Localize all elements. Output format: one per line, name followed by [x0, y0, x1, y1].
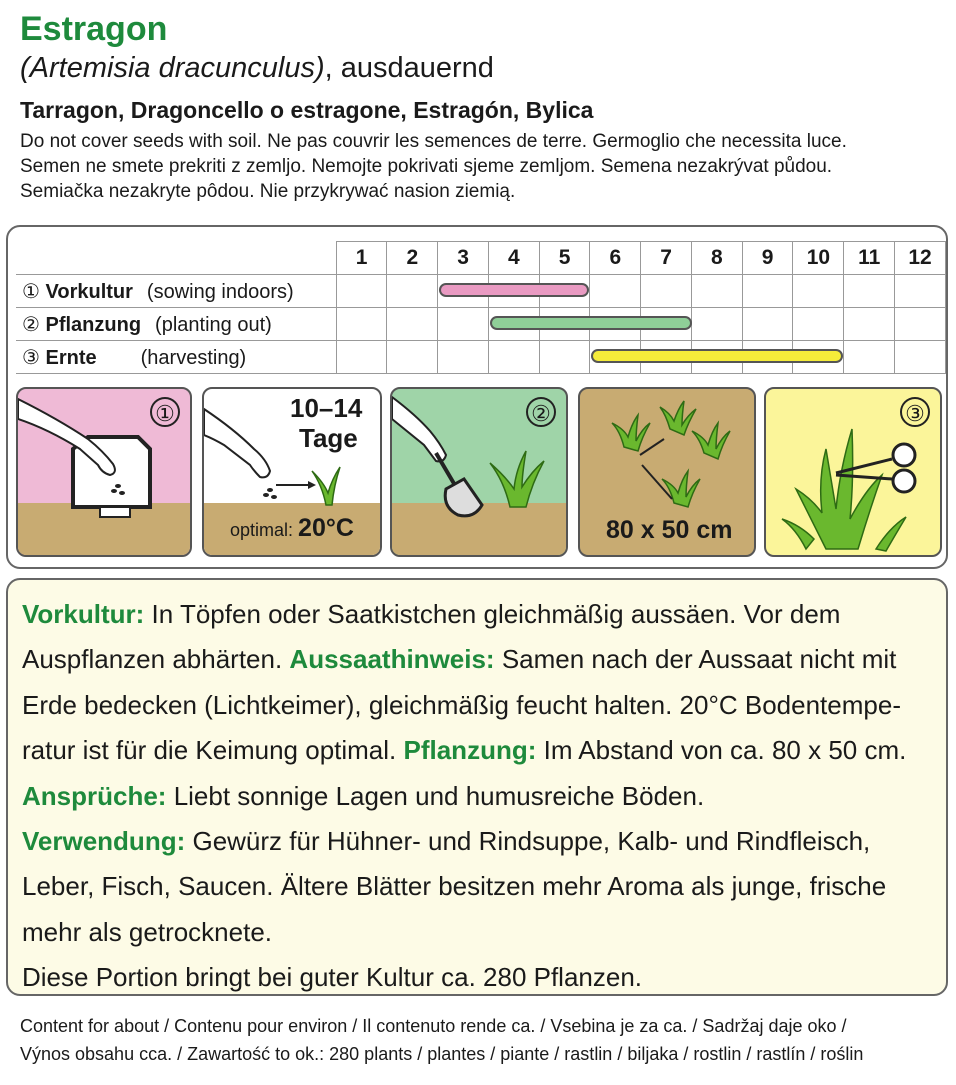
- month-7: 7: [641, 242, 692, 275]
- sowing-calendar: [16, 241, 946, 374]
- panel-sowing: [16, 387, 192, 557]
- row-english: (sowing indoors): [146, 280, 294, 303]
- latin-name: (Artemisia dracunculus): [20, 52, 325, 84]
- month-5: 5: [539, 242, 590, 275]
- row-name: Pflanzung: [45, 313, 142, 336]
- month-9: 9: [742, 242, 793, 275]
- panel-harvest: [764, 387, 942, 557]
- row-label: [16, 275, 336, 308]
- text-vorkultur: In Töpfen oder Saatkistchen gleichmäßig aussäen. Vor dem Auspflanzen abhärten.: [22, 599, 841, 675]
- text-ansprueche: Liebt sonnige Lagen und humusreiche Böden.: [166, 780, 705, 811]
- row-marker: ②: [22, 313, 40, 336]
- row-name: Vorkultur: [45, 280, 133, 303]
- row-english: (harvesting): [140, 346, 247, 369]
- optimal-label: optimal:: [230, 520, 294, 540]
- step-3-marker: ③: [900, 397, 930, 427]
- label-pflanzung: Pflanzung:: [403, 735, 537, 766]
- footer-line: Výnos obsahu cca. / Zawartość to ok.: 280 plants / plantes / piante / rastlin / biljaka / rostlin / rastlín / roślin: [20, 1044, 864, 1064]
- row-english: (planting out): [155, 313, 272, 336]
- footer-line: Content for about / Contenu pour environ / Il contenuto rende ca. / Vsebina je za ca. / Sadržaj daje oko /: [20, 1016, 847, 1036]
- calendar-row-pflanzung: [16, 308, 946, 341]
- month-10: 10: [793, 242, 844, 275]
- panel-planting: [390, 387, 568, 557]
- spacing-value: 80 x 50 cm: [606, 516, 733, 544]
- calendar-header-row: [16, 242, 946, 275]
- month-8: 8: [691, 242, 742, 275]
- text-aussaathinweis: Samen nach der Aussaat nicht mit Erde bedecken (Lichtkeimer), gleichmäßig feucht halten. 20°C Bodentempe-ratur ist für die Keimung optimal.: [22, 644, 901, 766]
- panel-germination: [202, 387, 382, 557]
- calendar-row-ernte: [16, 341, 946, 374]
- month-6: 6: [590, 242, 641, 275]
- note-line: Do not cover seeds with soil. Ne pas couvrir les semences de terre. Germoglio che necessita luce.: [20, 131, 847, 152]
- calendar-box: [6, 225, 948, 569]
- product-title: Estragon: [20, 10, 168, 48]
- calendar-corner: [16, 242, 336, 275]
- label-vorkultur: Vorkultur:: [22, 599, 145, 629]
- note-line: Semiačka nezakryte pôdou. Nie przykrywać nasion ziemią.: [20, 181, 516, 202]
- latin-name-line: [20, 52, 494, 85]
- text-portion: Diese Portion bringt bei guter Kultur ca. 280 Pflanzen.: [22, 962, 643, 993]
- optimal-temp: [230, 514, 354, 543]
- label-aussaathinweis: Aussaathinweis:: [289, 644, 495, 675]
- germination-days: 10–14: [290, 393, 363, 423]
- label-ansprueche: Ansprüche:: [22, 780, 167, 811]
- row-marker: ①: [22, 280, 40, 303]
- text-verwendung: Gewürz für Hühner- und Rindsuppe, Kalb- und Rindfleisch, Leber, Fisch, Saucen. Ältere Blätter besitzen mehr Aroma als junge, frische mehr als getrocknete.: [22, 826, 887, 947]
- row-marker: ③: [22, 346, 40, 369]
- latin-suffix: , ausdauernd: [324, 52, 494, 84]
- month-12: 12: [895, 242, 946, 275]
- row-label: [16, 341, 336, 374]
- text-pflanzung: Im Abstand von ca. 80 x 50 cm.: [536, 735, 907, 766]
- month-1: 1: [336, 242, 387, 275]
- month-11: 11: [844, 242, 895, 275]
- month-4: 4: [488, 242, 539, 275]
- instructions-box: [6, 578, 948, 996]
- calendar-bar-pflanzung: [490, 316, 692, 330]
- panel-spacing: [578, 387, 756, 557]
- note-line: Semen ne smete prekriti z zemljo. Nemojte pokrivati sjeme zemljom. Semena nezakrývat půdou.: [20, 156, 833, 177]
- step-1-marker: ①: [150, 397, 180, 427]
- step-2-marker: ②: [526, 397, 556, 427]
- instructions-text: [22, 592, 938, 1001]
- germination-unit: Tage: [299, 423, 358, 453]
- content-footer: [20, 1012, 863, 1068]
- row-name: Ernte: [45, 346, 97, 369]
- label-verwendung: Verwendung:: [22, 826, 186, 857]
- calendar-bar-vorkultur: [439, 283, 589, 297]
- calendar-bar-ernte: [591, 349, 843, 363]
- common-names: Tarragon, Dragoncello o estragone, Estragón, Bylica: [20, 97, 594, 123]
- optimal-value: 20°C: [298, 514, 354, 542]
- month-2: 2: [387, 242, 438, 275]
- calendar-row-vorkultur: [16, 275, 946, 308]
- sowing-notes: [20, 129, 940, 204]
- row-label: [16, 308, 336, 341]
- month-3: 3: [438, 242, 489, 275]
